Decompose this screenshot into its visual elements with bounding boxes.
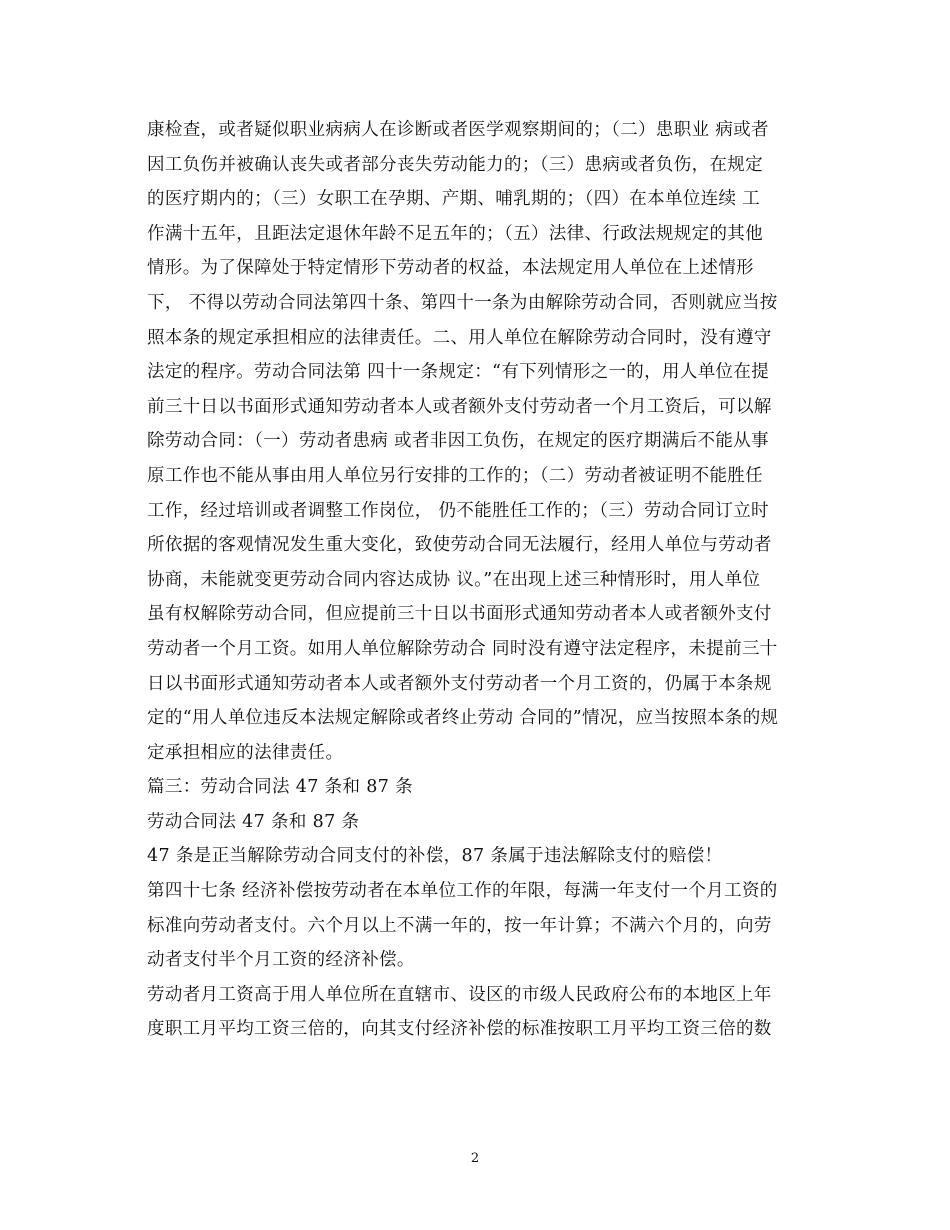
- text-line: 定的“用人单位违反本法规定解除或者终止劳动 合同的”情况，应当按照本条的规: [147, 708, 779, 729]
- text-line: 虽有权解除劳动合同，但应提前三十日以书面形式通知劳动者本人或者额外支付: [147, 604, 772, 625]
- text-line: 47 条是正当解除劳动合同支付的补偿，87 条属于违法解除支付的赔偿！: [147, 846, 723, 867]
- text-line: 照本条的规定承担相应的法律责任。二、用人单位在解除劳动合同时，没有遵守: [147, 327, 772, 348]
- text-line: 的医疗期内的；（三）女职工在孕期、产期、哺乳期的；（四）在本单位连续 工: [147, 189, 761, 210]
- text-line: 劳动者一个月工资。如用人单位解除劳动合 同时没有遵守法定程序，未提前三十: [147, 638, 778, 659]
- text-line: 日以书面形式通知劳动者本人或者额外支付劳动者一个月工资的，仍属于本条规: [147, 673, 772, 694]
- page-number: 2: [470, 1151, 480, 1166]
- text-line: 康检查，或者疑似职业病病人在诊断或者医学观察期间的；（二）患职业 病或者: [147, 120, 769, 140]
- text-line: 所依据的客观情况发生重大变化，致使劳动合同无法履行，经用人单位与劳动者: [147, 535, 772, 556]
- text-line: 工作，经过培训或者调整工作岗位， 仍不能胜任工作的；（三）劳动合同订立时: [147, 500, 769, 521]
- body-text: [147, 113, 807, 1047]
- text-line: 标准向劳动者支付。六个月以上不满一年的，按一年计算；不满六个月的，向劳: [147, 915, 772, 936]
- text-line: 前三十日以书面形式通知劳动者本人或者额外支付劳动者一个月工资后，可以解: [147, 396, 772, 417]
- text-line: 法定的程序。劳动合同法第 四十一条规定：“有下列情形之一的，用人单位在提: [147, 362, 770, 383]
- text-line: 情形。为了保障处于特定情形下劳动者的权益，本法规定用人单位在上述情形: [147, 258, 754, 279]
- text-line: 协商，未能就变更劳动合同内容达成协 议。”在出现上述三种情形时，用人单位: [147, 569, 761, 590]
- text-line: 劳动者月工资高于用人单位所在直辖市、设区的市级人民政府公布的本地区上年: [147, 984, 772, 1005]
- text-line: 下， 不得以劳动合同法第四十条、第四十一条为由解除劳动合同，否则就应当按: [147, 292, 778, 313]
- text-line: 定承担相应的法律责任。: [147, 742, 344, 763]
- text-line: 度职工月平均工资三倍的，向其支付经济补偿的标准按职工月平均工资三倍的数: [147, 1019, 772, 1040]
- section-heading: 篇三：劳动合同法 47 条和 87 条: [147, 777, 413, 798]
- text-line: 因工负伤并被确认丧失或者部分丧失劳动能力的；（三）患病或者负伤，在规定: [147, 154, 763, 175]
- text-line: 除劳动合同：（一）劳动者患病 或者非因工负伤，在规定的医疗期满后不能从事: [147, 431, 769, 452]
- text-line: 第四十七条 经济补偿按劳动者在本单位工作的年限，每满一年支付一个月工资的: [147, 881, 778, 902]
- text-line: 动者支付半个月工资的经济补偿。: [147, 950, 415, 971]
- text-line: 作满十五年，且距法定退休年龄不足五年的；（五）法律、行政法规规定的其他: [147, 223, 763, 244]
- subheading: 劳动合同法 47 条和 87 条: [147, 811, 360, 832]
- text-line: 原工作也不能从事由用人单位另行安排的工作的；（二）劳动者被证明不能胜任: [147, 465, 763, 486]
